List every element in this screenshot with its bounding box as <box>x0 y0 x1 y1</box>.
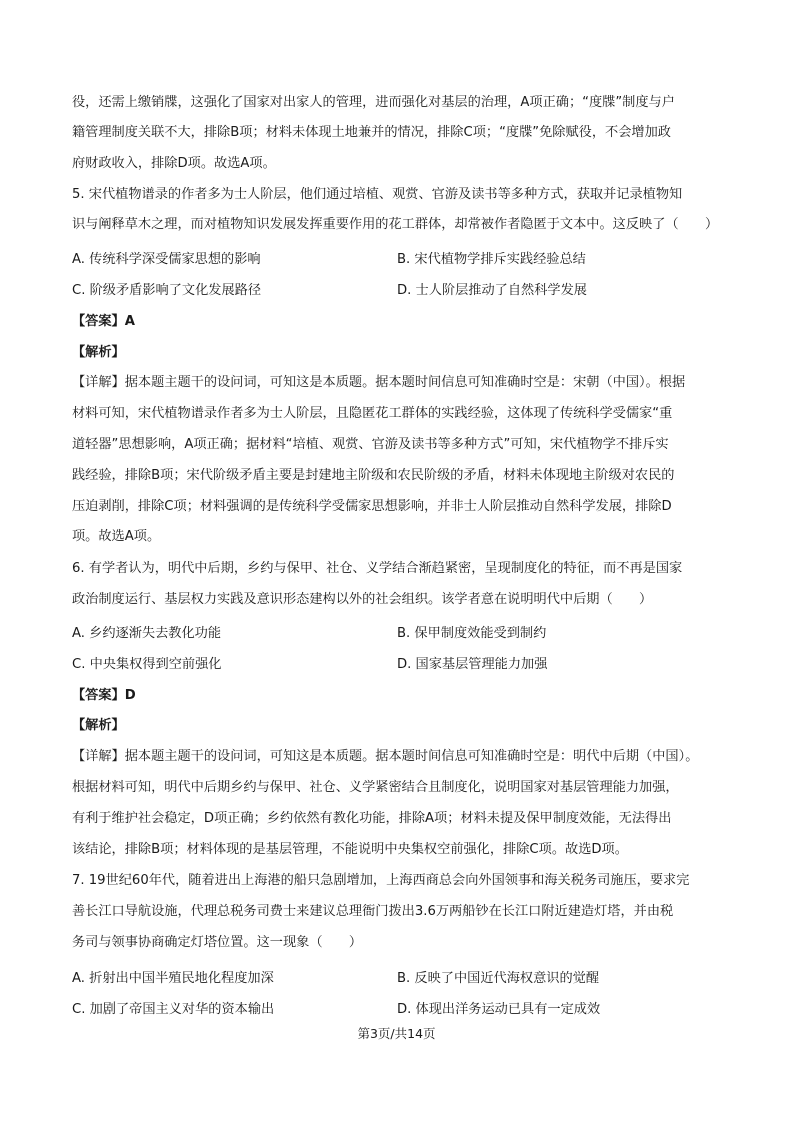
paragraph-line: 【详解】据本题主题干的设问词，可知这是本质题。据本题时间信息可知准确时空是：明代中后期（中国）。 <box>72 749 699 764</box>
paragraph-line: 践经验，排除B项；宋代阶级矛盾主要是封建地主阶级和农民阶级的矛盾，材料未体现地主阶级对农民的 <box>72 468 675 483</box>
paragraph-line: 【详解】据本题主题干的设问词，可知这是本质题。据本题时间信息可知准确时空是：宋朝（中国）。根据 <box>72 375 686 390</box>
paragraph-line: 府财政收入，排除D项。故选A项。 <box>72 156 276 171</box>
option-item: C. 阶级矛盾影响了文化发展路径 <box>72 283 262 298</box>
option-item: D. 国家基层管理能力加强 <box>397 657 548 672</box>
page-footer: 第3页/共14页 <box>357 1026 436 1041</box>
analysis-label: 【解析】 <box>72 718 125 733</box>
analysis-label: 【解析】 <box>72 345 125 360</box>
paragraph-line: 道轻器”思想影响，A项正确；据材料“培植、观赏、官游及读书等多种方式”可知，宋代植物学不排斥实 <box>72 437 669 452</box>
question-stem: 6. 有学者认为，明代中后期，乡约与保甲、社仓、义学结合渐趋紧密，呈现制度化的特征，而不再是国家 <box>72 561 683 576</box>
option-item: A. 乡约逐渐失去教化功能 <box>72 626 222 641</box>
option-item: C. 中央集权得到空前强化 <box>72 657 222 672</box>
option-item: D. 士人阶层推动了自然科学发展 <box>397 283 587 298</box>
paragraph-line: 材料可知，宋代植物谱录作者多为士人阶层，且隐匿花工群体的实践经验，这体现了传统科学受儒家“重 <box>72 406 673 421</box>
paragraph-line: 善长江口导航设施，代理总税务司费士来建议总理衙门拨出3.6万两船钞在长江口附近建造灯塔，并由税 <box>72 904 674 919</box>
paragraph-line: 根据材料可知，明代中后期乡约与保甲、社仓、义学紧密结合且制度化，说明国家对基层管理能力加强， <box>72 780 679 795</box>
paragraph-line: 有利于维护社会稳定，D项正确；乡约依然有教化功能，排除A项；材料未提及保甲制度效能，无法得出 <box>72 811 672 826</box>
option-item: B. 反映了中国近代海权意识的觉醒 <box>397 971 600 986</box>
paragraph-line: 该结论，排除B项；材料体现的是基层管理，不能说明中央集权空前强化，排除C项。故选D项。 <box>72 842 628 857</box>
answer-label: 【答案】A <box>72 314 135 329</box>
paragraph-line: 政治制度运行、基层权力实践及意识形态建构以外的社会组织。该学者意在说明明代中后期（ ） <box>72 592 653 607</box>
paragraph-line: 项。故选A项。 <box>72 529 161 544</box>
paragraph-line: 压迫剥削，排除C项；材料强调的是传统科学受儒家思想影响，并非士人阶层推动自然科学发展，排除D <box>72 499 672 514</box>
option-item: A. 折射出中国半殖民地化程度加深 <box>72 971 274 986</box>
option-item: B. 宋代植物学排斥实践经验总结 <box>397 252 586 267</box>
question-stem: 7. 19世纪60年代，随着进出上海港的船只急剧增加，上海西商总会向外国领事和海关税务司施压，要求完 <box>72 873 690 888</box>
paragraph-line: 籍管理制度关联不大，排除B项；材料未体现土地兼并的情况，排除C项；“度牒”免除赋役，不会增加政 <box>72 125 671 140</box>
answer-label: 【答案】D <box>72 688 136 703</box>
paragraph-line: 役，还需上缴销牒，这强化了国家对出家人的管理，进而强化对基层的治理，A项正确；“度牒”制度与户 <box>72 95 675 110</box>
option-item: B. 保甲制度效能受到制约 <box>397 626 547 641</box>
option-item: A. 传统科学深受儒家思想的影响 <box>72 252 261 267</box>
option-item: C. 加剧了帝国主义对华的资本输出 <box>72 1002 275 1017</box>
question-stem: 5. 宋代植物谱录的作者多为士人阶层，他们通过培植、观赏、官游及读书等多种方式，获取并记录植物知 <box>72 187 683 202</box>
option-item: D. 体现出洋务运动已具有一定成效 <box>397 1002 601 1017</box>
paragraph-line: 务司与领事协商确定灯塔位置。这一现象（ ） <box>72 935 363 950</box>
paragraph-line: 识与阐释草木之理，而对植物知识发展发挥重要作用的花工群体，却常被作者隐匿于文本中。这反映了（ ） <box>72 217 719 232</box>
